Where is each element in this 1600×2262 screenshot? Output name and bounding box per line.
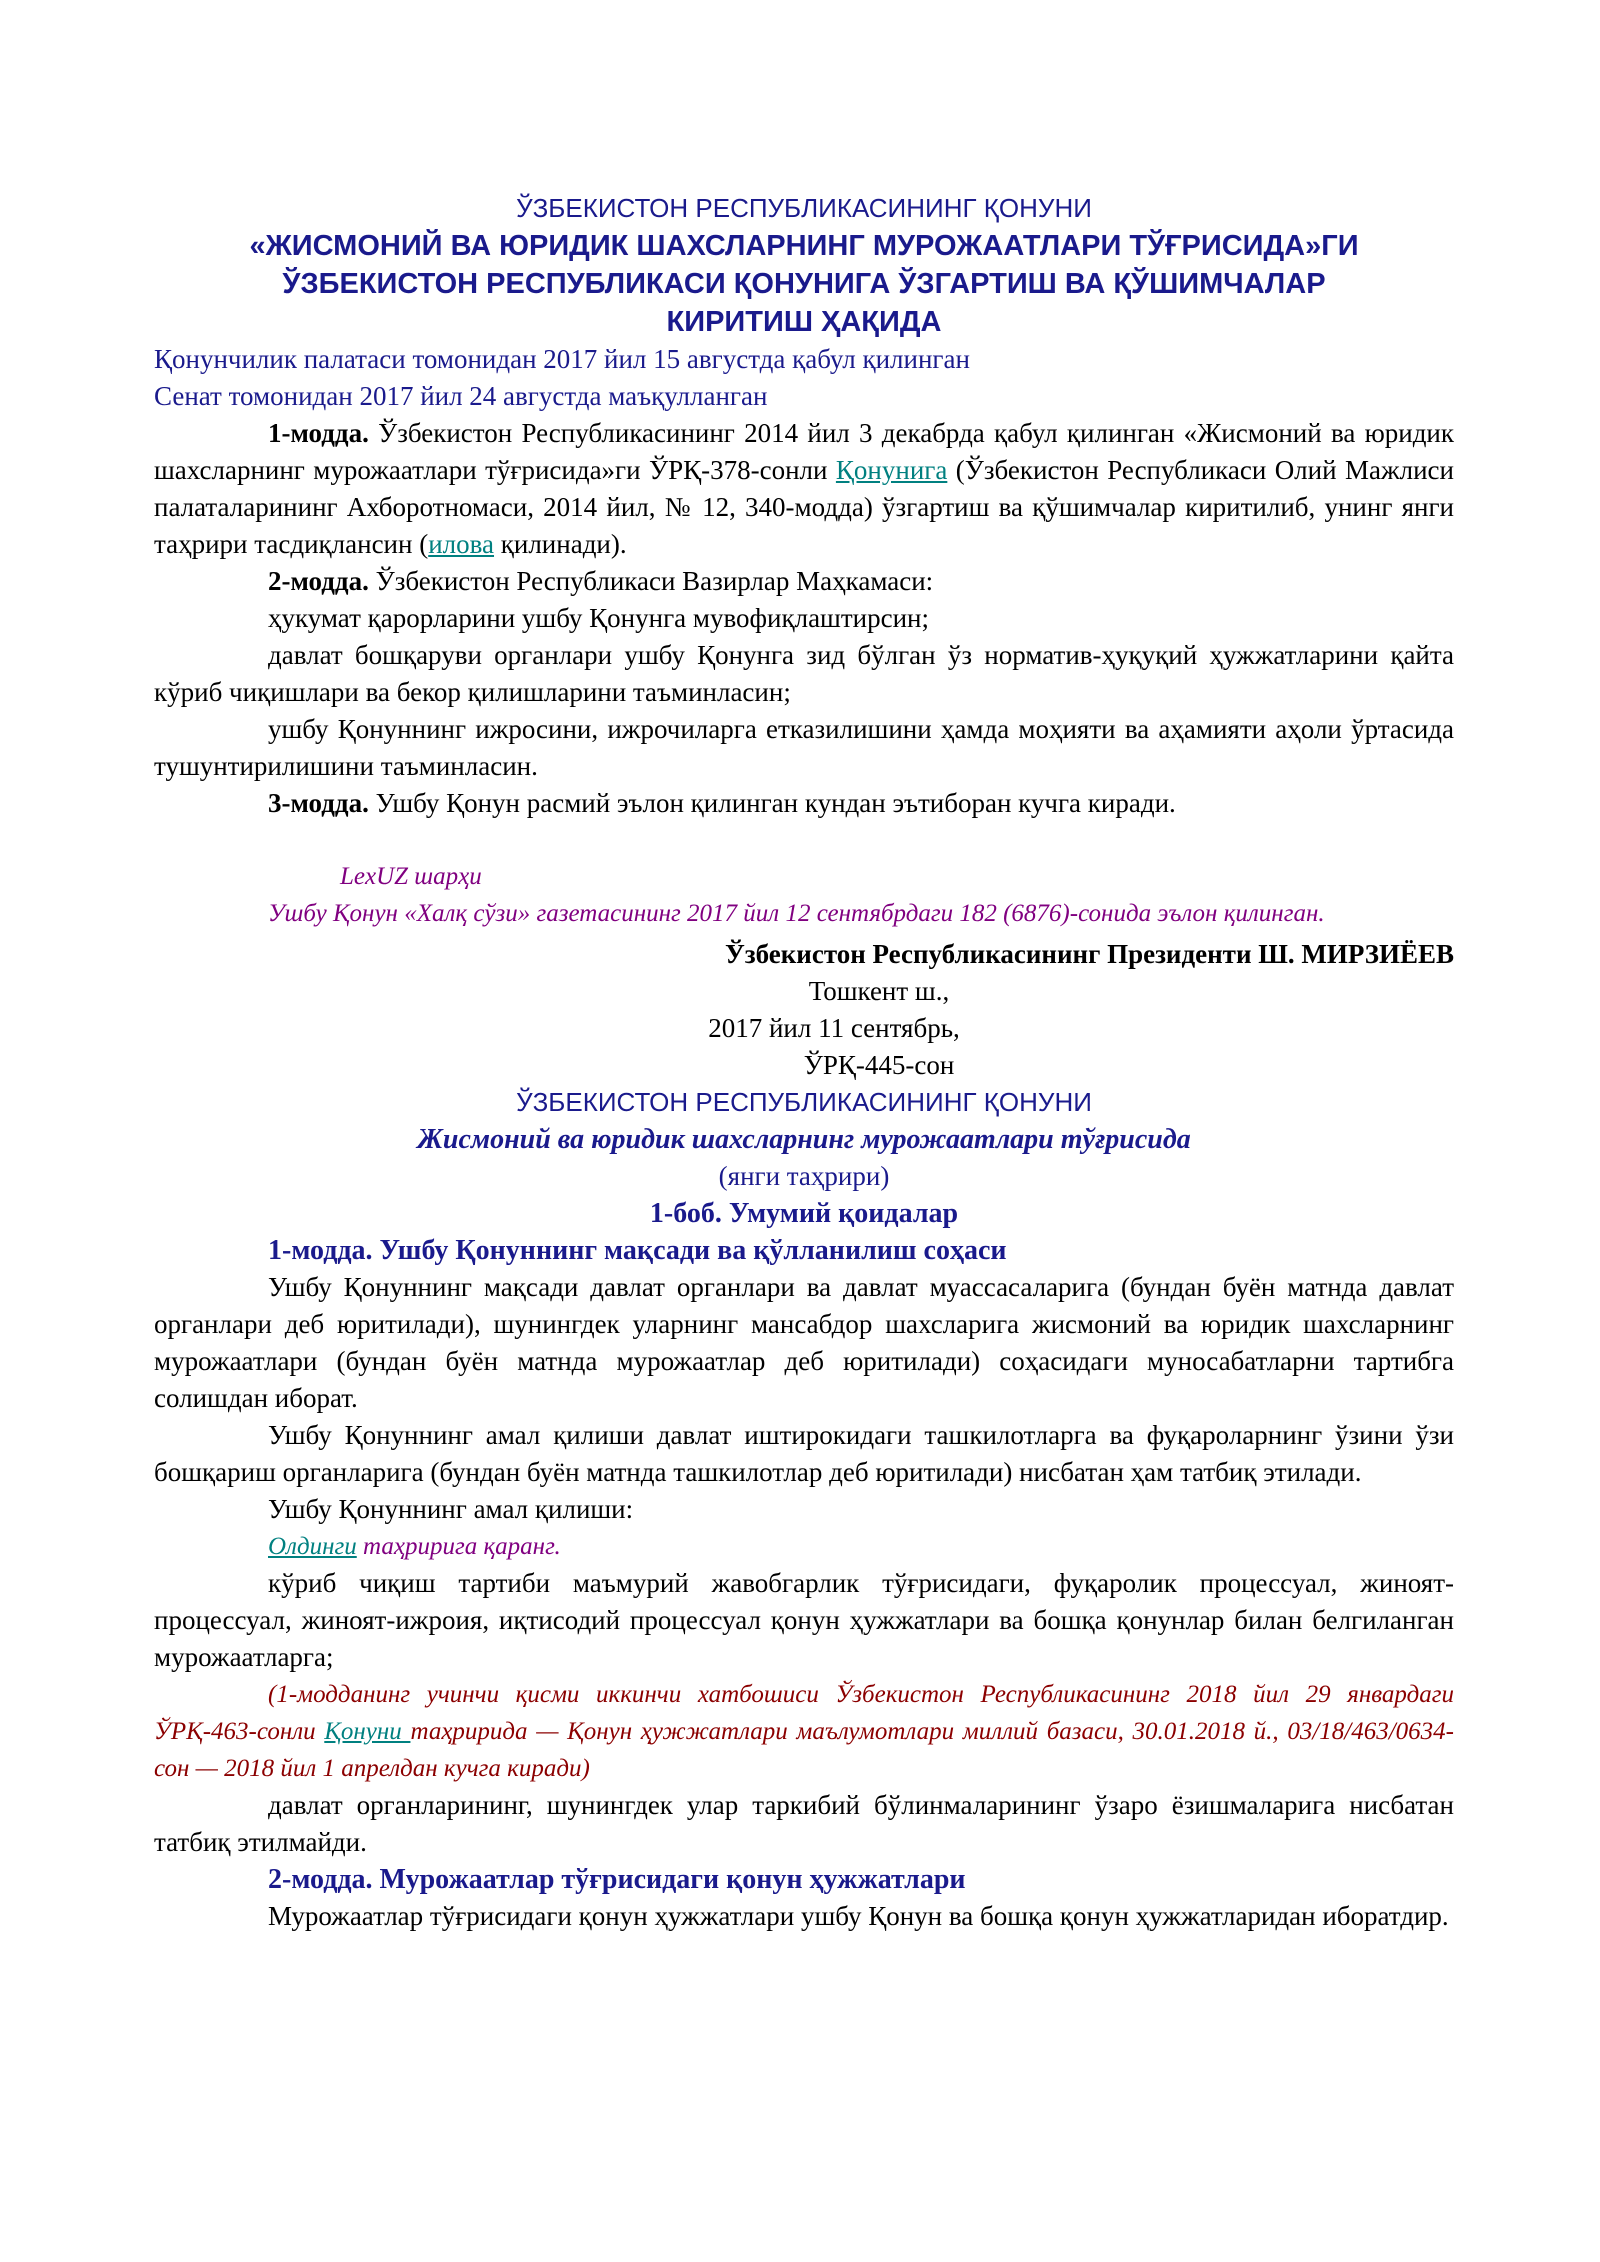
note-text: (1-модданинг учинчи қисми иккинчи хатбошиси Ўзбекистон Республикасининг 2018 йил 29 январдаги ЎРҚ-463-сонли (154, 1681, 1454, 1745)
article-label: 2-модда. (268, 566, 369, 596)
previous-edition-link[interactable]: Олдинги (268, 1533, 357, 1560)
law-link[interactable]: Қонунига (835, 455, 948, 485)
article-text: (Ўзбекистон Республикаси Олий Мажлиси палаталарининг Ахборотномаси, 2014 йил, № 12, 340-модда) ўзгартиш ва қўшимчалар киритилиб, унинг янги таҳрири тасдиқлансин ( (154, 455, 1454, 559)
spacer (154, 822, 1454, 858)
paragraph: Ушбу Қонуннинг амал қилиши: (268, 1494, 634, 1524)
chapter-heading: 1-боб. Умумий қоидалар (649, 1198, 959, 1229)
approved-note: Сенат томонидан 2017 йил 24 августда маъқулланган (154, 381, 768, 411)
paragraph: Мурожаатлар тўғрисидаги қонун ҳужжатлари ушбу Қонун ва бошқа қонун ҳужжатларидан иборатдир. (268, 1901, 1449, 1931)
list-item: ушбу Қонуннинг ижросини, ижрочиларга етказилишини ҳамда моҳияти ва аҳамияти аҳоли ўртасида тушунтирилишини таъминласин. (154, 714, 1454, 781)
document-page (154, 190, 1454, 1935)
note-text: таҳририда — Қонун ҳужжатлари маълумотлари миллий базаси, 30.01.2018 й., 03/18/463/0634-сон — 2018 йил 1 апрелдан кучга киради) (154, 1718, 1454, 1782)
article-heading: 2-модда. Мурожаатлар тўғрисидаги қонун ҳужжатлари (268, 1864, 966, 1895)
law-title: ЎЗБЕКИСТОН РЕСПУБЛИКАСИНИНГ ҚОНУНИ (516, 193, 1092, 223)
law-subject-line: КИРИТИШ ҲАҚИДА (666, 306, 942, 338)
list-item: давлат бошқаруви органлари ушбу Қонунга зид бўлган ўз норматив-ҳуқуқий ҳужжатларини қайта кўриб чиқишлари ва бекор қилишларини таъминласин; (154, 640, 1454, 707)
appendix-link[interactable]: илова (428, 529, 495, 559)
article-text: Ўзбекистон Республикаси Вазирлар Маҳкамаси: (368, 566, 934, 596)
law-subject-line: «ЖИСМОНИЙ ВА ЮРИДИК ШАХСЛАРНИНГ МУРОЖААТЛАРИ ТЎҒРИСИДА»ГИ (249, 230, 1359, 262)
article-text: Ўзбекистон Республикасининг 2014 йил 3 декабрда қабул қилинган «Жисмоний ва юридик шахсларнинг мурожаатлари тўғрисида»ги ЎРҚ-378-сонли (154, 418, 1454, 485)
article-text: қилинади). (494, 529, 627, 559)
note-text: таҳририга қаранг. (356, 1533, 561, 1560)
amendment-note (154, 1676, 1454, 1787)
article-label: 1-модда. (268, 418, 369, 448)
previous-edition-note (154, 1528, 1454, 1565)
lexuz-comment: Ушбу Қонун «Халқ сўзи» газетасининг 2017 йил 12 сентябрдаги 182 (6876)-сонида эълон қилинган. (268, 900, 1325, 927)
new-law-edition: (янги таҳрири) (718, 1161, 890, 1191)
lexuz-title: LexUZ шарҳи (340, 863, 482, 890)
list-item: ҳукумат қарорларини ушбу Қонунга мувофиқлаштирсин; (268, 603, 929, 633)
paragraph: Ушбу Қонуннинг амал қилиши давлат иштирокидаги ташкилотларга ва фуқароларнинг ўзини ўзи бошқариш органларига (бундан буён матнда ташкилотлар деб юритилади) нисбатан ҳам татбиқ этилади. (154, 1420, 1454, 1487)
article-2 (154, 563, 1454, 600)
paragraph: Ушбу Қонуннинг мақсади давлат органлари ва давлат муассасаларига (бундан буён матнда давлат органлари деб юритилади), шунингдек уларнинг мансабдор шахсларига жисмоний ва юридик шахсларнинг мурожаатлари (бундан буён матнда мурожаатлар деб юритилади) соҳасидаги муносабатларни тартибга солишдан иборат. (154, 1272, 1454, 1413)
signature-city: Тошкент ш., (808, 976, 950, 1006)
article-1 (154, 415, 1454, 563)
new-law-subject: Жисмоний ва юридик шахсларнинг мурожаатлари тўғрисида (417, 1124, 1191, 1155)
article-3 (154, 785, 1454, 822)
new-law-title: ЎЗБЕКИСТОН РЕСПУБЛИКАСИНИНГ ҚОНУНИ (516, 1087, 1092, 1117)
president-signature: Ўзбекистон Республикасининг Президенти Ш. МИРЗИЁЕВ (724, 939, 1454, 969)
law-subject-line: ЎЗБЕКИСТОН РЕСПУБЛИКАСИ ҚОНУНИГА ЎЗГАРТИШ ВА ҚЎШИМЧАЛАР (282, 268, 1326, 300)
amending-law-link[interactable]: Қонуни (324, 1718, 411, 1745)
article-text: Ушбу Қонун расмий эълон қилинган кундан эътиборан кучга киради. (368, 788, 1176, 818)
article-label: 3-модда. (268, 788, 369, 818)
paragraph: кўриб чиқиш тартиби маъмурий жавобгарлик тўғрисидаги, фуқаролик процессуал, жиноят-процессуал, жиноят-ижроия, иқтисодий процессуал қонун ҳужжатлари ва бошқа қонунлар билан белгиланган мурожаатларга; (154, 1568, 1454, 1672)
paragraph: давлат органларининг, шунингдек улар таркибий бўлинмаларининг ўзаро ёзишмаларига нисбатан татбиқ этилмайди. (154, 1790, 1454, 1857)
adopted-note: Қонунчилик палатаси томонидан 2017 йил 15 августда қабул қилинган (154, 344, 970, 374)
article-heading: 1-модда. Ушбу Қонуннинг мақсади ва қўлланилиш соҳаси (268, 1235, 1007, 1266)
signature-number: ЎРҚ-445-сон (803, 1050, 955, 1080)
signature-date: 2017 йил 11 сентябрь, (708, 1013, 960, 1043)
